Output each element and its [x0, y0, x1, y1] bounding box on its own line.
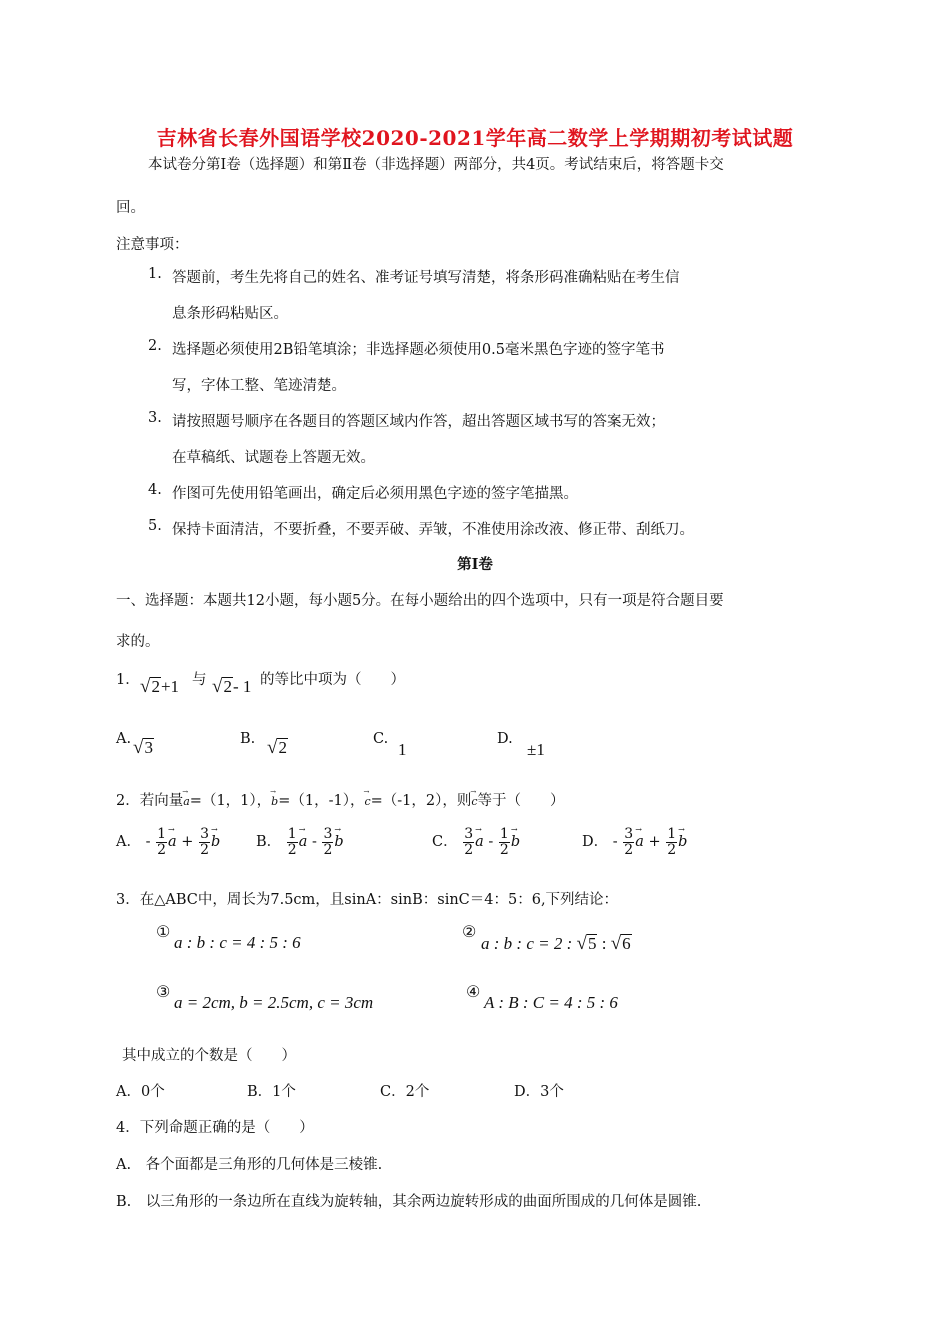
q3-option-d: D．3个	[514, 1084, 564, 1100]
q3-conclusion-4: A : B : C = 4 : 5 : 6	[484, 993, 618, 1012]
q3-stem: 3．在△ABC中，周长为7.5cm，且sinA：sinB：sinC＝4：5：6,下列结论：	[116, 892, 619, 908]
intro-line-2: 回。	[116, 200, 145, 216]
document-title: 吉林省长春外国语学校2020-2021学年高二数学上学期期初考试试题	[156, 126, 794, 150]
notice-3-line-1: 请按照题号顺序在各题目的答题区域内作答，超出答题区域书写的答案无效；	[172, 414, 665, 430]
notice-3-line-2: 在草稿纸、试题卷上答题无效。	[172, 450, 375, 466]
part1-line-2: 求的。	[116, 634, 160, 650]
q1-option-c-value: 1	[398, 740, 407, 759]
section-heading: 第Ⅰ卷	[457, 556, 493, 573]
notice-1-number: 1.	[148, 266, 162, 282]
notice-1-line-2: 息条形码粘贴区。	[172, 306, 288, 322]
q2-stem: 2．若向量→ a=（1，1），→ b=（1，-1），→ c=（-1，2），则→ c等于（ ）	[116, 789, 565, 810]
q3-option-c: C．2个	[380, 1084, 430, 1100]
q3-conclusion-1: a : b : c = 4 : 5 : 6	[174, 933, 301, 952]
q1-number: 1．	[116, 672, 140, 688]
q1-option-b-value: √2	[267, 737, 287, 758]
q2-option-d: D． - $\frac{3}{2}$ → a + $\frac{1}{2}$ → b	[582, 827, 687, 857]
q1-option-a-label: A.	[116, 731, 132, 747]
notice-heading: 注意事项：	[116, 237, 189, 253]
q1-term-b: √2- 1	[212, 676, 252, 697]
q3-conclusion-1-marker: ①	[156, 922, 171, 941]
q3-option-b: B．1个	[247, 1084, 296, 1100]
q1-option-d-label: D.	[497, 731, 513, 747]
q1-option-c-label: C.	[373, 731, 389, 747]
q1-stem: 的等比中项为（ ）	[260, 672, 405, 688]
q3-conclusion-4-marker: ④	[466, 982, 481, 1001]
q3-conclusion-2: a : b : c = 2 : √5 : √6	[481, 933, 631, 954]
notice-2-line-1: 选择题必须使用2B铅笔填涂；非选择题必须使用0.5毫米黑色字迹的签字笔书	[172, 342, 665, 358]
q1-option-d-value: ±1	[527, 740, 545, 759]
notice-2-line-2: 写，字体工整、笔迹清楚。	[172, 378, 346, 394]
part1-line-1: 一、选择题：本题共12小题，每小题5分。在每小题给出的四个选项中，只有一项是符合题目要	[116, 593, 724, 609]
notice-1-line-1: 答题前，考生先将自己的姓名、准考证号填写清楚，将条形码准确粘贴在考生信	[172, 270, 680, 286]
q3-conclusion-3: a = 2cm, b = 2.5cm, c = 3cm	[174, 993, 374, 1012]
q4-option-a: A. 各个面都是三角形的几何体是三棱锥.	[116, 1157, 383, 1173]
q2-option-b: B． $\frac{1}{2}$ → a - $\frac{3}{2}$ → b	[256, 827, 344, 857]
q4-option-b: B. 以三角形的一条边所在直线为旋转轴，其余两边旋转形成的曲面所围成的几何体是圆锥.	[116, 1194, 702, 1210]
q3-follow-up: 其中成立的个数是（ ）	[122, 1048, 296, 1064]
notice-2-number: 2.	[148, 338, 162, 354]
q3-option-a: A．0个	[116, 1084, 165, 1100]
q1-option-a-value: √3	[133, 737, 153, 758]
notice-5-line-1: 保持卡面清洁，不要折叠，不要弄破、弄皱，不准使用涂改液、修正带、刮纸刀。	[172, 522, 694, 538]
q2-option-c: C． $\frac{3}{2}$ → a - $\frac{1}{2}$ → b	[432, 827, 520, 857]
intro-line-1: 本试卷分第Ⅰ卷（选择题）和第Ⅱ卷（非选择题）两部分，共4页。考试结束后，将答题卡交	[148, 157, 724, 173]
q1-term-a: √2+1	[140, 676, 180, 697]
q3-conclusion-2-marker: ②	[462, 922, 477, 941]
notice-4-number: 4.	[148, 482, 162, 498]
q4-stem: 4．下列命题正确的是（ ）	[116, 1120, 314, 1136]
q3-conclusion-3-marker: ③	[156, 982, 171, 1001]
q2-option-a: A． - $\frac{1}{2}$ → a + $\frac{3}{2}$ → b	[116, 827, 220, 857]
q1-conjunction: 与	[192, 672, 207, 688]
q1-option-b-label: B.	[240, 731, 256, 747]
notice-5-number: 5.	[148, 518, 162, 534]
notice-4-line-1: 作图可先使用铅笔画出，确定后必须用黑色字迹的签字笔描黑。	[172, 486, 578, 502]
notice-3-number: 3.	[148, 410, 162, 426]
